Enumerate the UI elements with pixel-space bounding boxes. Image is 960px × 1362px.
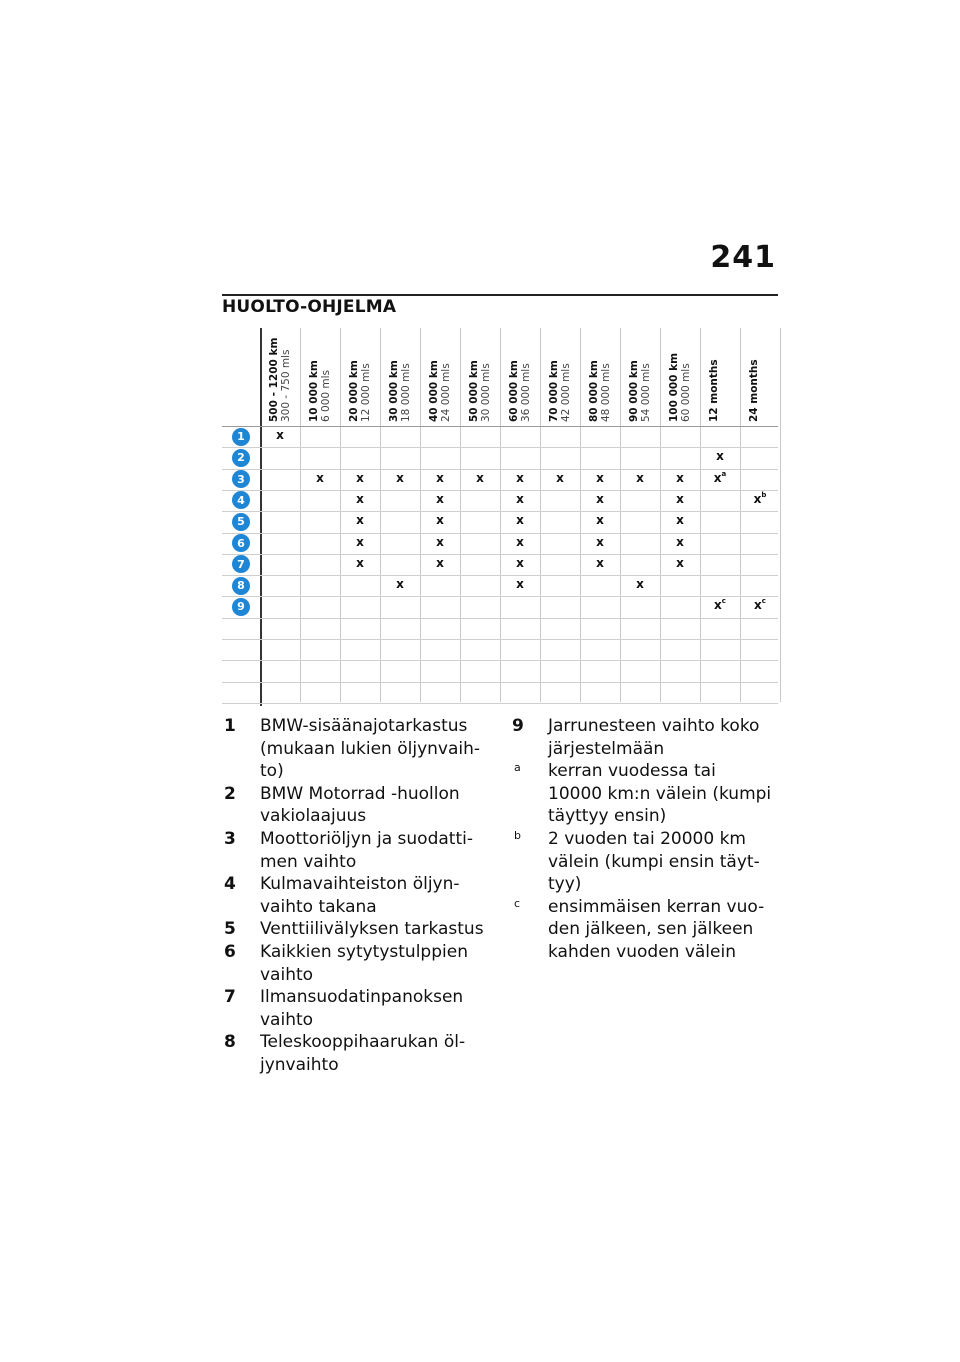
column-header-mls: 30 000 mls xyxy=(480,363,492,422)
column-header-km: 80 000 km xyxy=(588,360,600,422)
interval-mark xyxy=(348,492,372,506)
legend-item xyxy=(222,1031,492,1076)
legend-text-line: Moottoriöljyn ja suodatti- xyxy=(260,828,473,849)
interval-mark-text: x xyxy=(716,449,724,464)
interval-mark-text: x xyxy=(596,491,604,506)
legend-text-line: (mukaan lukien öljynvaih- xyxy=(260,738,481,759)
legend-text-line: kahden vuoden välein xyxy=(548,941,736,962)
legend-text-line: Kulmavaihteiston öljyn- xyxy=(260,874,460,895)
section-title: HUOLTO-OHJELMA xyxy=(222,297,397,317)
interval-mark-text: x xyxy=(516,555,524,570)
column-header xyxy=(620,332,660,424)
interval-mark-text: x xyxy=(436,470,444,485)
interval-mark-text: x xyxy=(676,555,684,570)
legend-text-line: vaihto xyxy=(260,1009,314,1030)
legend-text-line: Venttiilivälyksen tarkastus xyxy=(260,919,484,940)
row-number-badge: 1 xyxy=(232,428,250,446)
interval-mark-text: x xyxy=(516,470,524,485)
legend-item xyxy=(510,828,780,896)
legend-number: 4 xyxy=(224,874,236,895)
interval-mark-text: x xyxy=(596,470,604,485)
footnote-ref: b xyxy=(761,490,767,499)
legend-text-line: Kaikkien sytytystulppien xyxy=(260,941,468,962)
interval-mark-text: x xyxy=(676,513,684,528)
interval-mark-text: x xyxy=(516,577,524,592)
legend-number: 8 xyxy=(224,1032,236,1053)
legend-text-line: vaihto takana xyxy=(260,896,377,917)
interval-mark xyxy=(508,535,532,549)
legend-text-line: tyy) xyxy=(548,874,582,895)
column-header xyxy=(420,332,460,424)
table-row-divider xyxy=(222,682,778,683)
column-header-km: 10 000 km xyxy=(308,360,320,422)
interval-mark-text: x xyxy=(356,470,364,485)
column-header xyxy=(380,332,420,424)
table-row-divider xyxy=(222,660,778,661)
interval-mark-text: x xyxy=(596,513,604,528)
column-header-km: 90 000 km xyxy=(628,360,640,422)
interval-mark-text: x xyxy=(316,470,324,485)
table-column-divider xyxy=(780,328,781,702)
row-number-badge: 6 xyxy=(232,534,250,552)
table-row-divider xyxy=(222,596,778,597)
column-header xyxy=(700,332,740,424)
interval-mark xyxy=(588,513,612,527)
column-header xyxy=(260,332,300,424)
interval-mark-text: x xyxy=(356,534,364,549)
row-number-badge: 4 xyxy=(232,491,250,509)
legend-text-line: täyttyy ensin) xyxy=(548,806,667,827)
legend-text-line: vakiolaajuus xyxy=(260,806,367,827)
interval-mark-text: x xyxy=(636,470,644,485)
interval-mark-text: x xyxy=(753,491,762,506)
table-row-divider xyxy=(222,575,778,576)
column-header xyxy=(460,332,500,424)
interval-mark xyxy=(508,471,532,485)
legend-text-line: BMW-sisäänajotarkastus xyxy=(260,716,468,736)
interval-mark-text: x xyxy=(754,598,762,613)
legend-text-line: 2 vuoden tai 20000 km xyxy=(548,828,746,849)
table-row-divider xyxy=(222,447,778,448)
interval-mark xyxy=(308,471,332,485)
footnote-marker: a xyxy=(514,761,521,775)
interval-mark xyxy=(348,535,372,549)
column-header-km: 30 000 km xyxy=(388,360,400,422)
interval-mark-text: x xyxy=(276,428,284,442)
column-header xyxy=(540,332,580,424)
legend-number: 3 xyxy=(224,828,236,849)
interval-mark-text: x xyxy=(396,470,404,485)
column-header-km: 40 000 km xyxy=(428,360,440,422)
legend-number: 7 xyxy=(224,987,236,1008)
legend-text-line: den jälkeen, sen jälkeen xyxy=(548,919,754,940)
interval-mark xyxy=(668,556,692,570)
interval-mark xyxy=(388,471,412,485)
column-header xyxy=(660,332,700,424)
interval-mark xyxy=(428,471,452,485)
legend-item xyxy=(222,715,492,783)
column-header-km: 70 000 km xyxy=(548,360,560,422)
legend-item xyxy=(222,783,492,828)
column-header-km: 24 months xyxy=(748,359,760,422)
row-number-badge: 7 xyxy=(232,555,250,573)
column-header xyxy=(740,332,780,424)
interval-mark-text: x xyxy=(436,491,444,506)
legend-text-line: vaihto xyxy=(260,964,314,985)
interval-mark xyxy=(468,471,492,485)
column-header xyxy=(340,332,380,424)
interval-mark xyxy=(588,492,612,506)
legend-text-line: välein (kumpi ensin täyt- xyxy=(548,851,760,872)
legend-number: 6 xyxy=(224,941,236,962)
interval-mark-text: x xyxy=(713,470,722,485)
legend-item xyxy=(222,828,492,873)
column-header xyxy=(500,332,540,424)
interval-mark-text: x xyxy=(436,534,444,549)
interval-mark-text: x xyxy=(436,555,444,570)
table-row-divider xyxy=(222,703,778,704)
interval-mark xyxy=(588,556,612,570)
table-row-divider xyxy=(222,469,778,470)
table-row-divider xyxy=(222,639,778,640)
interval-mark xyxy=(508,577,532,591)
footnote-marker: c xyxy=(514,896,521,910)
legend-text-line: Jarrunesteen vaihto koko xyxy=(548,716,760,736)
column-header xyxy=(300,332,340,424)
interval-mark xyxy=(508,492,532,506)
interval-mark-text: x xyxy=(356,555,364,570)
row-number-badge: 9 xyxy=(232,598,250,616)
legend-left xyxy=(222,715,492,1077)
interval-mark-text: x xyxy=(516,513,524,528)
footnote-marker: b xyxy=(514,828,521,842)
interval-mark-text: x xyxy=(596,534,604,549)
interval-mark-text: x xyxy=(396,577,404,592)
interval-mark-text: x xyxy=(516,534,524,549)
column-header-mls: 24 000 mls xyxy=(440,363,452,422)
interval-mark xyxy=(428,492,452,506)
column-header-mls: 48 000 mls xyxy=(600,363,612,422)
legend-number: 9 xyxy=(512,716,524,736)
interval-mark xyxy=(428,513,452,527)
row-number-badge: 3 xyxy=(232,470,250,488)
interval-mark xyxy=(348,513,372,527)
table-row-divider xyxy=(222,490,778,491)
legend-text-line: BMW Motorrad -huollon xyxy=(260,783,460,804)
column-header-mls: 54 000 mls xyxy=(640,363,652,422)
column-header-mls: 18 000 mls xyxy=(400,363,412,422)
legend-right xyxy=(510,715,780,964)
interval-mark xyxy=(668,513,692,527)
interval-mark-text: x xyxy=(636,577,644,592)
interval-mark xyxy=(548,471,572,485)
interval-mark xyxy=(268,428,292,442)
interval-mark-text: x xyxy=(356,513,364,528)
interval-mark-text: x xyxy=(516,491,524,506)
column-header xyxy=(580,332,620,424)
legend-text-line: kerran vuodessa tai xyxy=(548,761,716,782)
column-header-mls: 36 000 mls xyxy=(520,363,532,422)
interval-mark xyxy=(708,471,732,485)
interval-mark xyxy=(508,513,532,527)
table-row-divider xyxy=(222,511,778,512)
column-header-km: 500 - 1200 km xyxy=(268,337,280,422)
column-header-km: 50 000 km xyxy=(468,360,480,422)
interval-mark xyxy=(668,535,692,549)
interval-mark-text: x xyxy=(476,470,484,485)
interval-mark xyxy=(708,598,732,612)
table-row-divider xyxy=(222,426,778,427)
column-header-km: 12 months xyxy=(708,359,720,422)
legend-text-line: 10000 km:n välein (kumpi xyxy=(548,783,772,804)
interval-mark xyxy=(628,471,652,485)
interval-mark xyxy=(628,577,652,591)
row-number-badge: 8 xyxy=(232,577,250,595)
interval-mark xyxy=(588,535,612,549)
legend-text-line: jynvaihto xyxy=(260,1054,339,1075)
legend-text-line: Ilmansuodatinpanoksen xyxy=(260,987,464,1008)
legend-text-line: ensimmäisen kerran vuo- xyxy=(548,896,765,917)
legend-item xyxy=(222,873,492,918)
interval-mark xyxy=(348,471,372,485)
interval-mark xyxy=(428,556,452,570)
interval-mark-text: x xyxy=(676,534,684,549)
legend-text-line: to) xyxy=(260,761,284,782)
legend-number: 5 xyxy=(224,919,236,940)
legend-text-line: järjestelmään xyxy=(548,738,665,759)
footnote-ref: c xyxy=(721,597,726,606)
column-header-mls: 42 000 mls xyxy=(560,363,572,422)
interval-mark-text: x xyxy=(356,491,364,506)
interval-mark-text: x xyxy=(436,513,444,528)
interval-mark xyxy=(508,556,532,570)
legend-item xyxy=(510,760,780,828)
legend-text-line: men vaihto xyxy=(260,851,357,872)
table-row-divider xyxy=(222,618,778,619)
interval-mark xyxy=(708,449,732,463)
maintenance-schedule-table xyxy=(222,328,778,706)
interval-mark-text: x xyxy=(596,555,604,570)
footnote-ref: a xyxy=(721,469,727,478)
column-header-mls: 60 000 mls xyxy=(680,363,692,422)
legend-item xyxy=(222,918,492,941)
table-row-divider xyxy=(222,533,778,534)
legend-item xyxy=(510,896,780,964)
legend-item xyxy=(510,715,780,760)
header-rule xyxy=(222,294,778,296)
column-header-km: 60 000 km xyxy=(508,360,520,422)
column-header-mls: 300 - 750 mls xyxy=(280,349,292,422)
interval-mark xyxy=(348,556,372,570)
column-header-mls: 6 000 mls xyxy=(320,369,332,422)
interval-mark xyxy=(388,577,412,591)
footnote-ref: c xyxy=(761,597,766,606)
column-header-km: 20 000 km xyxy=(348,360,360,422)
interval-mark xyxy=(748,598,772,612)
legend-item xyxy=(222,986,492,1031)
legend-number: 2 xyxy=(224,783,236,804)
row-number-badge: 2 xyxy=(232,449,250,467)
interval-mark-text: x xyxy=(676,470,684,485)
interval-mark xyxy=(588,471,612,485)
interval-mark xyxy=(748,492,772,506)
legend-text-line: Teleskooppihaarukan öl- xyxy=(260,1032,466,1053)
table-row-divider xyxy=(222,554,778,555)
legend-item xyxy=(222,941,492,986)
interval-mark-text: x xyxy=(556,470,564,485)
interval-mark-text: x xyxy=(714,598,722,613)
interval-mark xyxy=(428,535,452,549)
interval-mark xyxy=(668,471,692,485)
page-number: 241 xyxy=(710,240,776,275)
column-header-mls: 12 000 mls xyxy=(360,363,372,422)
interval-mark-text: x xyxy=(676,491,684,506)
interval-mark xyxy=(668,492,692,506)
legend-number: 1 xyxy=(224,716,236,736)
row-number-badge: 5 xyxy=(232,513,250,531)
column-header-km: 100 000 km xyxy=(668,352,680,422)
